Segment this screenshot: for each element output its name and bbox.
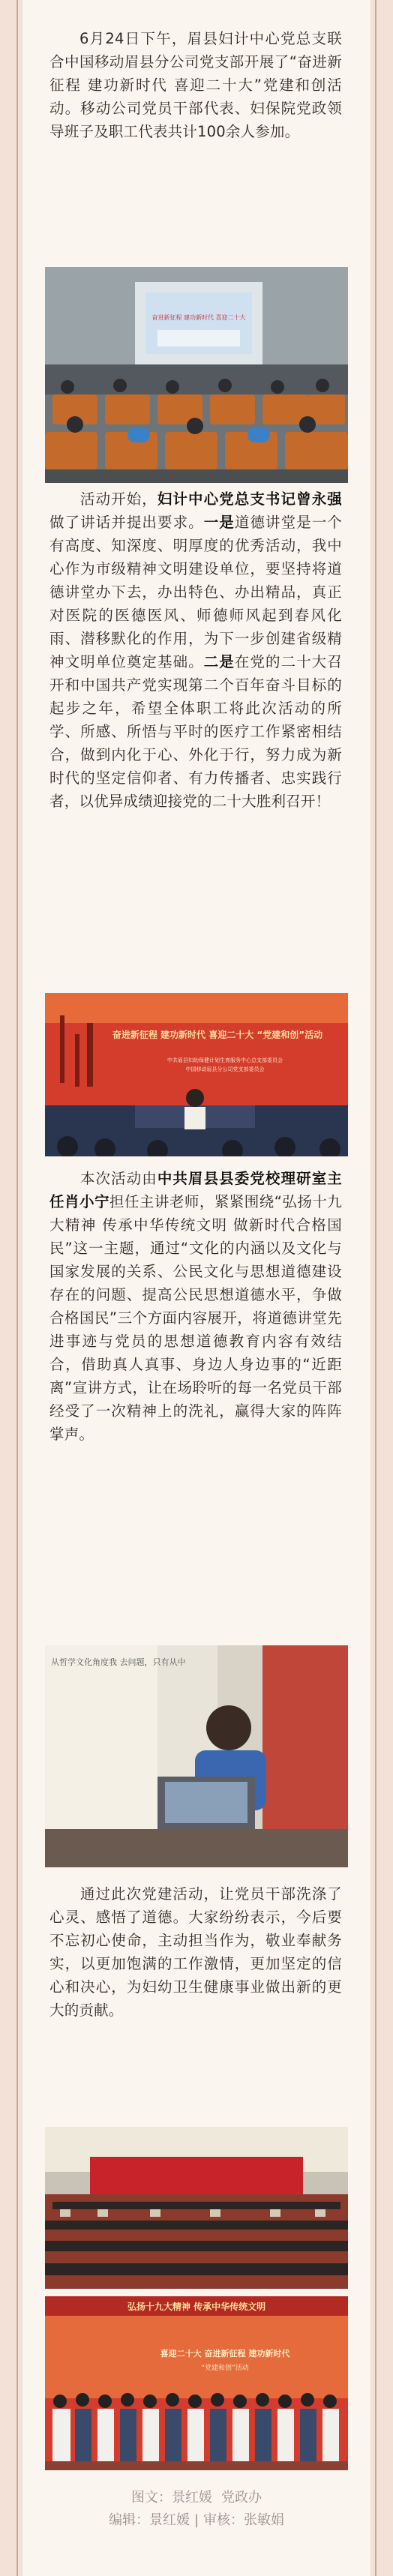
credits-separator: | [194,2512,200,2528]
photo-stage-speech [45,993,348,1156]
credits-line-1 [22,2487,370,2509]
paragraph-lecture [50,1167,342,1446]
credits-line-2 [22,2509,370,2532]
photo1-screen-banner: 奋进新征程 建功新时代 喜迎二十大 [152,314,246,321]
photo-group [45,2296,348,2470]
point-one-label: 一是 [203,514,235,531]
paragraph-speech-t3: 道德讲堂是一个有高度、知深度、明厚度的优秀活动，我中心作为市级精神文明建设单位，要坚持将道德讲堂办下去，办出特色、办出精品，真正对医院的医德医风、师德师风起到春风化雨、潜移默化的作用，为下一步创建省级精神文明单位奠定基础。 [50,514,342,670]
right-border-line [375,0,376,2576]
paragraph-intro-text: 6月24日下午，眉县妇计中心党总支联合中国移动眉县分公司党支部开展了“奋进新征程 建功新时代 喜迎二十大”党建和创活动。移动公司党员干部代表、妇保院党政领导班子及职工代表共计100余人参加。 [50,30,342,140]
lecturer-name-highlight: 中共眉县县委党校理研室主任肖小宁 [50,1170,342,1210]
paragraph-lecture-t2: 担任主讲老师，紧紧围绕“弘扬十九大精神 传承中华传统文明 做新时代合格国民”这一主题，通过“文化的内涵以及文化与国家发展的关系、公民文化与思想道德建设存在的问题、提高公民思想道德水平，争做合格国民”三个方面内容展开，将道德讲堂先进事迹与党员的思想道德教育内容有效结合，借助真人真事、身边人身边事的“近距离”宣讲方式，让在场聆听的每一名党员干部经受了一次精神上的洗礼，赢得大家的阵阵掌声。 [50,1193,342,1443]
paragraph-speech [50,487,342,813]
paragraph-conclusion-text: 通过此次党建活动，让党员干部洗涤了心灵、感悟了道德。大家纷纷表示，今后要不忘初心使命，主动担当作为，敬业奉献务实，以更加饱满的工作激情，更加坚定的信心和决心，为妇幼卫生健康事业做出新的更大的贡献。 [50,1885,342,2019]
paragraph-intro [50,27,342,143]
paragraph-lecture-t1: 本次活动由 [80,1170,158,1187]
photo3-sign: 从哲学文化角度我 去问题，只有从中 [51,1657,186,1667]
photo-lecturer [45,1645,348,1867]
credits-photo-label: 图文： [131,2490,172,2506]
photo5-banner2: 喜迎二十大 奋进新征程 建功新时代 [160,2349,290,2359]
photo5-banner1: 弘扬十九大精神 传承中华传统文明 [127,2302,266,2312]
credits-photo-author: 景红媛 [172,2490,212,2506]
credits-editor-name: 景红媛 [148,2512,190,2528]
credits-reviewer-label: 审核： [203,2512,244,2528]
photo2-sub2: 中国移动眉县分公司党支部委员会 [185,1066,265,1072]
left-border-line [16,0,18,2576]
paragraph-speech-t4: 在党的二十大召开和中国共产党实现第二个百年奋斗目标的起步之年，希望全体职工将此次活动的所学、所感、所悟与平时的医疗工作紧密相结合，做到内化于心、外化于行，努力成为新时代的坚定信仰者、有力传播者、忠实践行者，以优异成绩迎接党的二十大胜利召开！ [50,653,342,810]
photo-auditorium [45,2127,348,2289]
credits-reviewer-name: 张敏娟 [244,2512,285,2528]
paragraph-conclusion [50,1882,342,2022]
speaker-name-highlight: 妇计中心党总支书记曾永强 [157,490,342,508]
point-two-label: 二是 [203,653,235,670]
photo5-banner3: “党建和创”活动 [201,2365,249,2372]
photo-meeting-room [45,267,348,483]
paragraph-speech-t2: 做了讲话并提出要求。 [50,514,204,531]
credits-editor-label: 编辑： [108,2512,149,2528]
credits-photo-dept: 党政办 [221,2490,262,2506]
photo2-sub1: 中共眉县妇幼保健计划生育服务中心总支部委员会 [167,1057,283,1063]
photo2-banner: 奋进新征程 建功新时代 喜迎二十大 “党建和创”活动 [112,1030,323,1040]
paragraph-speech-t1: 活动开始， [80,490,158,508]
